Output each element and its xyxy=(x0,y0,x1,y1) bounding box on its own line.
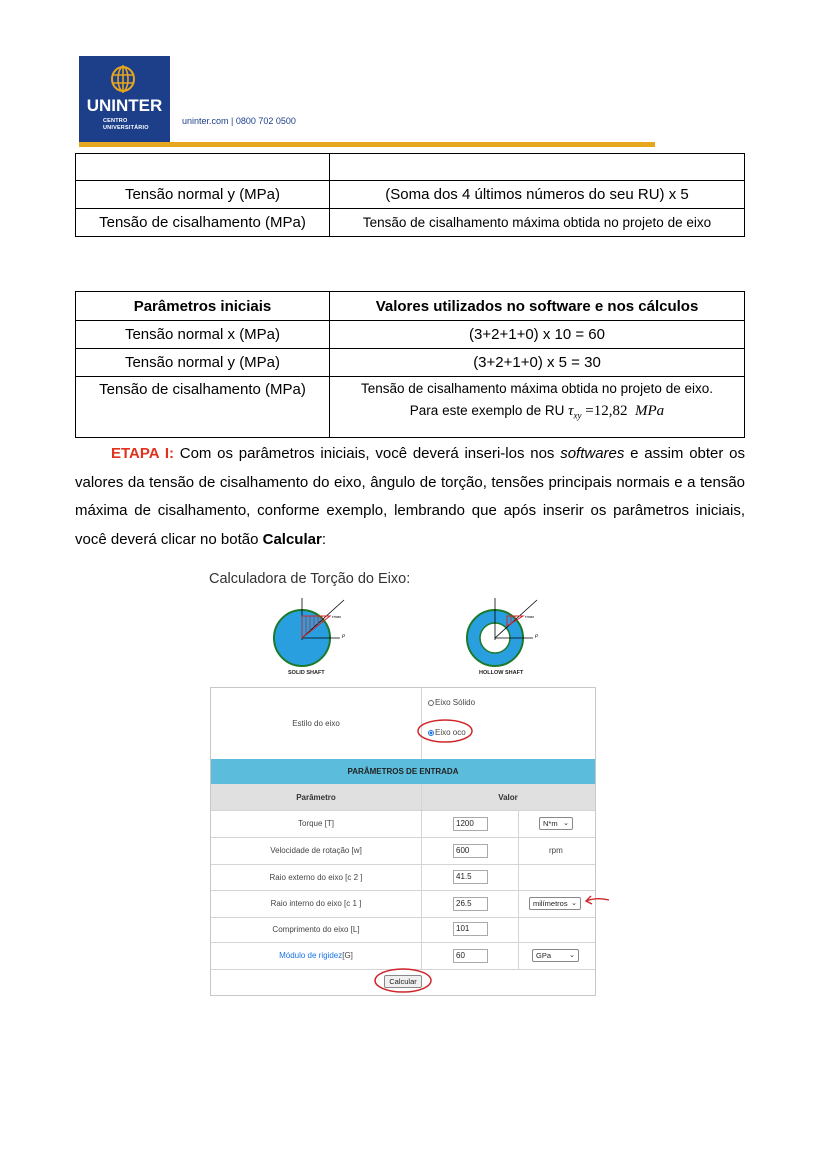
etapa-label: ETAPA I: xyxy=(111,445,174,462)
solid-shaft-label: SOLID SHAFT xyxy=(288,670,325,676)
para-text: Com os parâmetros iniciais, você deverá inseri-los nos xyxy=(173,445,561,462)
speed-unit: rpm xyxy=(549,846,563,855)
para-text: : xyxy=(321,530,326,548)
shear-modulus-input[interactable]: 60 xyxy=(453,949,488,963)
table-cell: Tensão de cisalhamento máxima obtida no projeto de eixo xyxy=(330,209,745,237)
param-row-torque xyxy=(211,810,595,838)
tau-subscript: xy xyxy=(573,410,582,421)
shaft-style-label: Estilo do eixo xyxy=(292,719,340,728)
column-header: Parâmetros iniciais xyxy=(76,292,330,321)
shear-stress-note: Tensão de cisalhamento máxima obtida no projeto de eixo. xyxy=(361,381,713,396)
table-cell xyxy=(330,377,745,438)
svg-text:ρ: ρ xyxy=(535,633,538,639)
hollow-shaft-diagram xyxy=(465,596,545,674)
radio-solid-icon[interactable] xyxy=(428,700,434,706)
parameters-table-top xyxy=(75,153,745,237)
column-header: Valores utilizados no software e nos cálculos xyxy=(330,292,745,321)
input-params-title: PARÂMETROS DE ENTRADA xyxy=(347,767,459,776)
input-params-header xyxy=(211,759,595,785)
table-row xyxy=(76,154,745,181)
param-label: Raio externo do eixo [c 2 ] xyxy=(269,872,363,882)
param-row-speed xyxy=(211,837,595,865)
table-cell: Tensão normal y (MPa) xyxy=(76,181,330,209)
table-cell: (3+2+1+0) x 10 = 60 xyxy=(330,321,745,349)
chevron-down-icon: ⌄ xyxy=(569,952,575,959)
uninter-logo xyxy=(79,56,170,142)
shaft-style-row xyxy=(211,688,595,760)
param-row-length xyxy=(211,917,595,943)
logo-name: UNINTER xyxy=(86,96,163,115)
shear-modulus-link[interactable]: Módulo de rigidez xyxy=(279,951,343,960)
solid-shaft-diagram xyxy=(272,596,352,674)
table-row xyxy=(76,377,745,438)
radio-solid-shaft[interactable] xyxy=(428,698,475,707)
param-label xyxy=(211,942,421,969)
params-column-header xyxy=(211,784,595,811)
table-cell xyxy=(76,154,330,181)
svg-text:ρ: ρ xyxy=(342,633,345,639)
svg-text:τmax: τmax xyxy=(332,614,342,619)
red-circle-annotation xyxy=(416,718,474,744)
contact-info: uninter.com | 0800 702 0500 xyxy=(182,116,296,126)
speed-input[interactable]: 600 xyxy=(453,844,488,858)
para-italic: softwares xyxy=(560,445,625,462)
ru-example-note xyxy=(330,403,744,421)
logo-sub-universitario: UNIVERSITÁRIO xyxy=(103,125,149,131)
table-row xyxy=(76,209,745,237)
param-label: Comprimento do eixo [L] xyxy=(272,925,360,934)
table-cell: Tensão de cisalhamento (MPa) xyxy=(76,377,330,438)
calculate-button[interactable]: Calcular xyxy=(384,975,422,988)
tau-unit: MPa xyxy=(635,403,665,419)
note-prefix: Para este exemplo de RU xyxy=(409,403,565,418)
table-cell: (3+2+1+0) x 5 = 30 xyxy=(330,349,745,377)
table-cell: Tensão de cisalhamento (MPa) xyxy=(76,209,330,237)
para-text: e assim obter os valores da tensão de cisalhamento do eixo, ângulo de torção, tensões principais normais e a tensão máxima de cisalhamento, conforme exemplo, lembrando que após inserir os parâmetros iniciais, você deverá clicar no botão xyxy=(75,445,745,548)
length-input[interactable]: 101 xyxy=(453,922,488,936)
table-row xyxy=(76,321,745,349)
select-value: GPa xyxy=(536,951,552,960)
param-label: Raio interno do eixo [c 1 ] xyxy=(270,899,362,908)
red-arrow-annotation xyxy=(583,893,611,907)
svg-text:τmax: τmax xyxy=(525,614,535,619)
torque-input[interactable]: 1200 xyxy=(453,817,488,831)
table-cell: Tensão normal x (MPa) xyxy=(76,321,330,349)
calculator-form xyxy=(210,687,596,996)
table-cell: Tensão normal y (MPa) xyxy=(76,349,330,377)
table-row xyxy=(76,349,745,377)
tau-symbol: τ xyxy=(568,403,574,419)
instructions-paragraph xyxy=(75,440,745,554)
select-value: milímetros xyxy=(533,899,568,908)
tau-value: =12,82 xyxy=(585,403,628,419)
para-bold: Calcular xyxy=(262,530,322,548)
table-cell: (Soma dos 4 últimos números do seu RU) x 5 xyxy=(330,181,745,209)
inner-radius-input[interactable]: 26.5 xyxy=(453,897,488,911)
parameters-table-example xyxy=(75,291,745,438)
calculator-title: Calculadora de Torção do Eixo: xyxy=(209,571,411,587)
select-value: N*m xyxy=(543,819,558,828)
col-param-header: Parâmetro xyxy=(296,792,336,802)
radio-hollow-label: Eixo oco xyxy=(435,728,466,737)
globe-icon xyxy=(107,64,139,94)
header-divider xyxy=(79,142,655,147)
modulus-unit-select[interactable] xyxy=(532,949,579,962)
param-label: Velocidade de rotação [w] xyxy=(270,846,362,855)
chevron-down-icon: ⌄ xyxy=(571,900,577,907)
col-value-header: Valor xyxy=(498,792,518,802)
param-row-outer-radius xyxy=(211,864,595,891)
param-label-suffix: [G] xyxy=(342,951,353,960)
radio-solid-label: Eixo Sólido xyxy=(435,698,476,707)
param-row-inner-radius xyxy=(211,890,595,918)
outer-radius-input[interactable]: 41.5 xyxy=(453,870,488,884)
red-circle-annotation xyxy=(373,967,433,994)
radius-unit-select[interactable] xyxy=(529,897,581,910)
table-cell xyxy=(330,154,745,181)
param-label: Torque [T] xyxy=(297,819,334,828)
torque-unit-select[interactable] xyxy=(539,817,573,830)
hollow-shaft-label: HOLLOW SHAFT xyxy=(479,670,524,676)
table-header-row xyxy=(76,292,745,321)
param-row-shear-modulus xyxy=(211,942,595,970)
chevron-down-icon: ⌄ xyxy=(563,820,569,827)
table-row xyxy=(76,181,745,209)
logo-sub-centro: CENTRO xyxy=(103,118,128,124)
